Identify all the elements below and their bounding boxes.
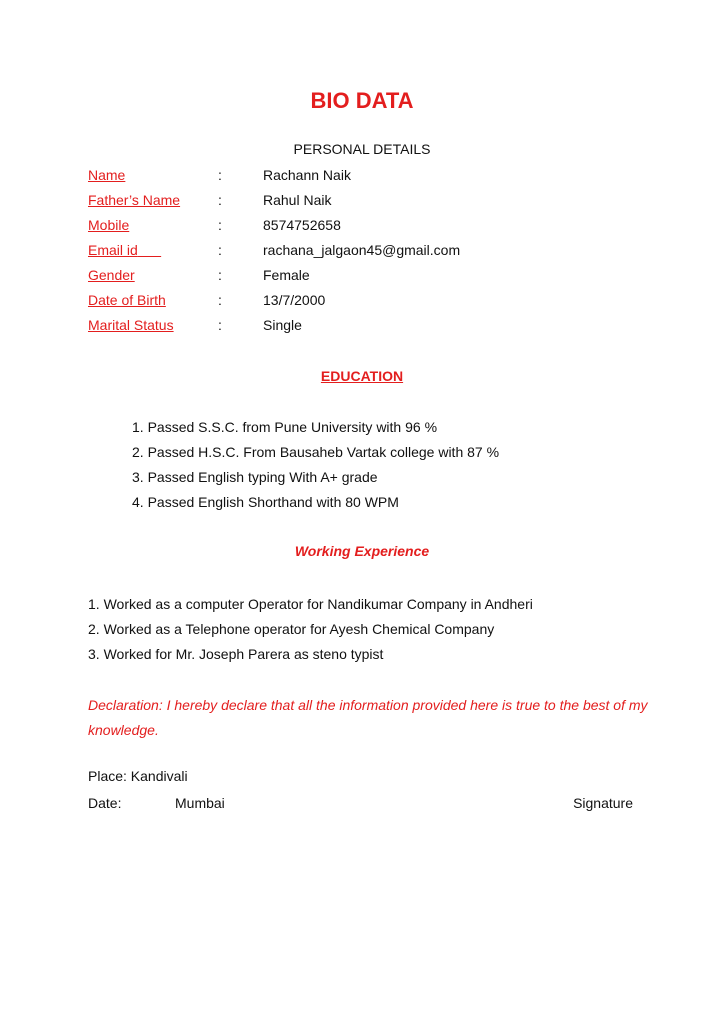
colon: : [218,242,222,258]
list-item: 4. Passed English Shorthand with 80 WPM [132,494,399,510]
mobile-value: 8574752658 [263,217,341,233]
personal-detail-row-gender [88,265,648,285]
personal-detail-row-mobile [88,215,648,235]
colon: : [218,217,222,233]
declaration-text: Declaration: I hereby declare that all the information provided here is true to the best of my knowledge. [88,697,648,738]
personal-detail-row-email [88,240,648,260]
father-name-value: Rahul Naik [263,192,332,208]
colon: : [218,267,222,283]
date-of-birth-value: 13/7/2000 [263,292,326,308]
date-value: Mumbai [175,795,225,811]
work-experience-heading: Working Experience [294,543,430,559]
list-item: 1. Worked as a computer Operator for Nandikumar Company in Andheri [88,596,533,612]
gender-value: Female [263,267,310,283]
personal-detail-row-father-name [88,190,648,210]
list-item: 2. Passed H.S.C. From Bausaheb Vartak college with 87 % [132,444,500,460]
colon: : [218,292,222,308]
personal-detail-row-marital-status [88,315,648,335]
colon: : [218,192,222,208]
document-title: BIO DATA [310,88,414,113]
place-line: Place: Kandivali [88,768,188,784]
list-item: 2. Worked as a Telephone operator for Ayesh Chemical Company [88,621,495,637]
education-list [132,417,499,517]
mobile-label: Mobile [88,217,130,233]
gender-label: Gender [88,267,135,283]
name-label: Name [88,167,126,183]
list-item: 3. Worked for Mr. Joseph Parera as steno typist [88,646,384,662]
work-experience-list [88,594,533,669]
date-label: Date: [88,795,122,811]
date-of-birth-label: Date of Birth [88,292,166,308]
education-heading: EDUCATION [320,368,404,384]
email-value: rachana_jalgaon45@gmail.com [263,242,461,258]
personal-detail-row-name [88,165,648,185]
colon: : [218,317,222,333]
marital-status-value: Single [263,317,302,333]
list-item: 1. Passed S.S.C. from Pune University with 96 % [132,419,438,435]
personal-details-heading: PERSONAL DETAILS [293,141,431,157]
marital-status-label: Marital Status [88,317,174,333]
email-label: Email id [88,242,138,258]
list-item: 3. Passed English typing With A+ grade [132,469,378,485]
colon: : [218,167,222,183]
name-value: Rachann Naik [263,167,351,183]
signature-label: Signature [573,795,633,811]
personal-detail-row-date-of-birth [88,290,648,310]
father-name-label: Father’s Name [88,192,181,208]
